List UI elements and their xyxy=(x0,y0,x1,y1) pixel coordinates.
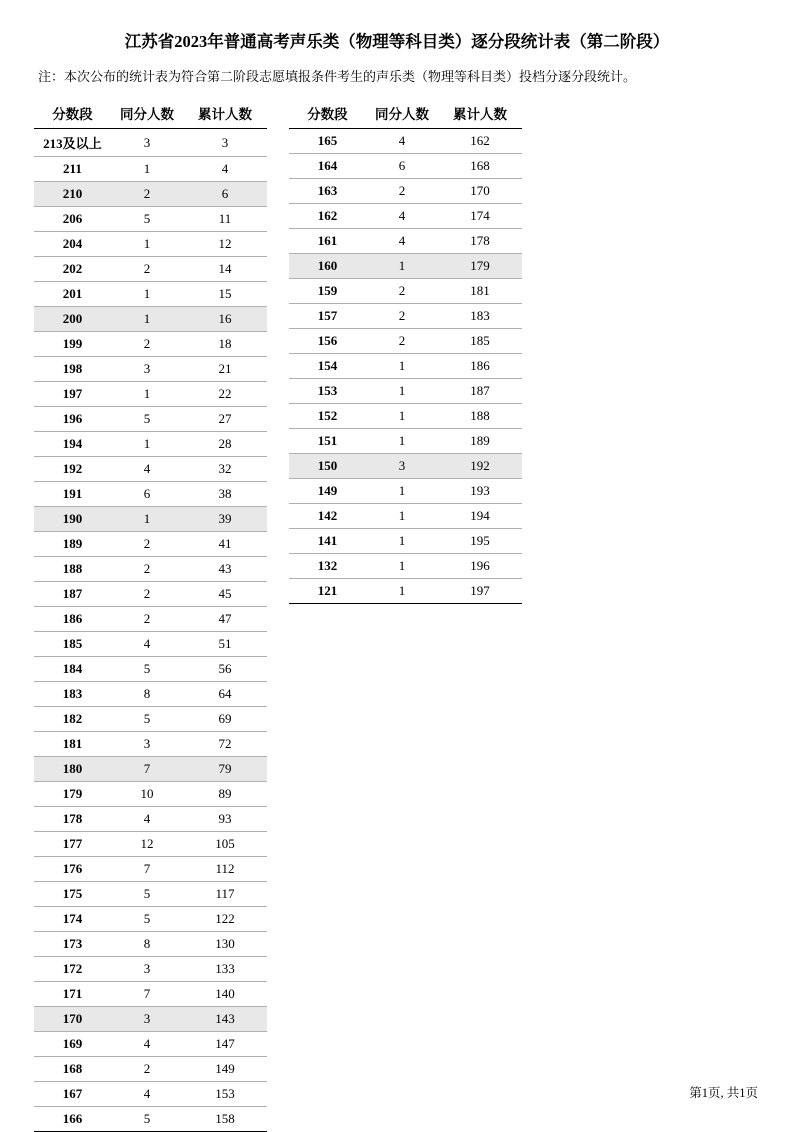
table-row xyxy=(289,179,522,204)
cell-cumulative-count: 16 xyxy=(183,307,267,332)
cell-same-count: 5 xyxy=(111,207,183,232)
cell-cumulative-count: 14 xyxy=(183,257,267,282)
cell-cumulative-count: 21 xyxy=(183,357,267,382)
table-row xyxy=(34,357,267,382)
cell-cumulative-count: 93 xyxy=(183,807,267,832)
cell-cumulative-count: 28 xyxy=(183,432,267,457)
table-row xyxy=(289,154,522,179)
table-row xyxy=(34,782,267,807)
cell-score: 177 xyxy=(34,832,111,857)
cell-cumulative-count: 38 xyxy=(183,482,267,507)
cell-same-count: 4 xyxy=(111,1082,183,1107)
cell-same-count: 1 xyxy=(111,507,183,532)
cell-score: 176 xyxy=(34,857,111,882)
table-row xyxy=(34,407,267,432)
cell-same-count: 2 xyxy=(111,1057,183,1082)
cell-cumulative-count: 194 xyxy=(438,504,522,529)
cell-same-count: 2 xyxy=(366,329,438,354)
cell-score: 164 xyxy=(289,154,366,179)
cell-cumulative-count: 149 xyxy=(183,1057,267,1082)
table-row xyxy=(34,232,267,257)
cell-score: 175 xyxy=(34,882,111,907)
cell-same-count: 1 xyxy=(366,429,438,454)
cell-cumulative-count: 51 xyxy=(183,632,267,657)
cell-cumulative-count: 153 xyxy=(183,1082,267,1107)
cell-same-count: 2 xyxy=(111,332,183,357)
cell-same-count: 5 xyxy=(111,907,183,932)
table-row xyxy=(34,907,267,932)
cell-same-count: 2 xyxy=(366,304,438,329)
cell-same-count: 4 xyxy=(366,229,438,254)
cell-same-count: 2 xyxy=(366,279,438,304)
cell-same-count: 1 xyxy=(366,254,438,279)
table-row xyxy=(289,254,522,279)
cell-same-count: 1 xyxy=(366,554,438,579)
cell-score: 210 xyxy=(34,182,111,207)
cell-same-count: 5 xyxy=(111,1107,183,1132)
cell-cumulative-count: 4 xyxy=(183,157,267,182)
table-row xyxy=(34,307,267,332)
table-row xyxy=(34,129,267,157)
cell-cumulative-count: 89 xyxy=(183,782,267,807)
cell-score: 141 xyxy=(289,529,366,554)
table-row xyxy=(34,982,267,1007)
cell-same-count: 4 xyxy=(366,204,438,229)
cell-same-count: 4 xyxy=(366,129,438,154)
cell-score: 188 xyxy=(34,557,111,582)
cell-score: 197 xyxy=(34,382,111,407)
cell-cumulative-count: 69 xyxy=(183,707,267,732)
cell-same-count: 1 xyxy=(366,579,438,604)
cell-same-count: 7 xyxy=(111,857,183,882)
cell-same-count: 1 xyxy=(366,529,438,554)
cell-cumulative-count: 181 xyxy=(438,279,522,304)
table-row xyxy=(34,607,267,632)
cell-same-count: 2 xyxy=(111,557,183,582)
table-row xyxy=(289,204,522,229)
table-header-row xyxy=(289,99,522,129)
column-header-same-count: 同分人数 xyxy=(111,99,183,129)
cell-same-count: 4 xyxy=(111,807,183,832)
cell-score: 152 xyxy=(289,404,366,429)
cell-score: 211 xyxy=(34,157,111,182)
cell-same-count: 6 xyxy=(111,482,183,507)
cell-cumulative-count: 178 xyxy=(438,229,522,254)
cell-same-count: 2 xyxy=(111,182,183,207)
page-footer: 第1页, 共1页 xyxy=(689,1086,758,1100)
table-row xyxy=(34,257,267,282)
table-row xyxy=(34,957,267,982)
cell-same-count: 1 xyxy=(366,354,438,379)
cell-same-count: 3 xyxy=(111,357,183,382)
cell-score: 194 xyxy=(34,432,111,457)
cell-same-count: 1 xyxy=(366,504,438,529)
column-header-cumulative-count: 累计人数 xyxy=(438,99,522,129)
table-body-left xyxy=(34,129,267,1132)
cell-score: 162 xyxy=(289,204,366,229)
cell-score: 172 xyxy=(34,957,111,982)
cell-score: 184 xyxy=(34,657,111,682)
table-row xyxy=(289,554,522,579)
table-row xyxy=(34,1007,267,1032)
table-row xyxy=(34,807,267,832)
cell-score: 166 xyxy=(34,1107,111,1132)
table-row xyxy=(289,279,522,304)
cell-score: 132 xyxy=(289,554,366,579)
cell-same-count: 8 xyxy=(111,682,183,707)
score-table-left xyxy=(34,99,267,1132)
cell-score: 142 xyxy=(289,504,366,529)
cell-cumulative-count: 162 xyxy=(438,129,522,154)
cell-cumulative-count: 105 xyxy=(183,832,267,857)
page-title: 江苏省2023年普通高考声乐类（物理等科目类）逐分段统计表（第二阶段） xyxy=(124,32,670,51)
cell-score: 181 xyxy=(34,732,111,757)
cell-score: 161 xyxy=(289,229,366,254)
table-row xyxy=(289,529,522,554)
cell-score: 163 xyxy=(289,179,366,204)
table-row xyxy=(289,504,522,529)
cell-score: 151 xyxy=(289,429,366,454)
column-header-score: 分数段 xyxy=(289,99,366,129)
cell-cumulative-count: 112 xyxy=(183,857,267,882)
table-row xyxy=(34,857,267,882)
cell-cumulative-count: 174 xyxy=(438,204,522,229)
cell-same-count: 1 xyxy=(111,432,183,457)
table-row xyxy=(34,832,267,857)
cell-same-count: 1 xyxy=(111,282,183,307)
cell-score: 179 xyxy=(34,782,111,807)
cell-score: 171 xyxy=(34,982,111,1007)
cell-same-count: 4 xyxy=(111,632,183,657)
cell-score: 201 xyxy=(34,282,111,307)
table-row xyxy=(34,657,267,682)
cell-cumulative-count: 15 xyxy=(183,282,267,307)
cell-score: 157 xyxy=(289,304,366,329)
table-body-right xyxy=(289,129,522,604)
cell-score: 182 xyxy=(34,707,111,732)
cell-same-count: 1 xyxy=(111,157,183,182)
cell-cumulative-count: 122 xyxy=(183,907,267,932)
table-row xyxy=(34,1107,267,1132)
cell-cumulative-count: 197 xyxy=(438,579,522,604)
table-row xyxy=(289,304,522,329)
cell-cumulative-count: 18 xyxy=(183,332,267,357)
cell-same-count: 3 xyxy=(111,732,183,757)
table-row xyxy=(34,382,267,407)
cell-cumulative-count: 117 xyxy=(183,882,267,907)
cell-same-count: 5 xyxy=(111,407,183,432)
cell-cumulative-count: 195 xyxy=(438,529,522,554)
table-row xyxy=(34,457,267,482)
cell-cumulative-count: 179 xyxy=(438,254,522,279)
cell-same-count: 5 xyxy=(111,707,183,732)
cell-cumulative-count: 183 xyxy=(438,304,522,329)
cell-score: 199 xyxy=(34,332,111,357)
cell-score: 190 xyxy=(34,507,111,532)
cell-cumulative-count: 170 xyxy=(438,179,522,204)
table-row xyxy=(289,379,522,404)
table-row xyxy=(289,429,522,454)
table-row xyxy=(289,579,522,604)
cell-cumulative-count: 72 xyxy=(183,732,267,757)
cell-cumulative-count: 45 xyxy=(183,582,267,607)
table-row xyxy=(34,332,267,357)
cell-score: 178 xyxy=(34,807,111,832)
cell-cumulative-count: 12 xyxy=(183,232,267,257)
cell-score: 156 xyxy=(289,329,366,354)
table-row xyxy=(34,207,267,232)
cell-score: 191 xyxy=(34,482,111,507)
cell-cumulative-count: 64 xyxy=(183,682,267,707)
cell-same-count: 1 xyxy=(111,382,183,407)
cell-score: 192 xyxy=(34,457,111,482)
table-row xyxy=(34,507,267,532)
cell-cumulative-count: 133 xyxy=(183,957,267,982)
column-header-score: 分数段 xyxy=(34,99,111,129)
cell-cumulative-count: 47 xyxy=(183,607,267,632)
cell-cumulative-count: 6 xyxy=(183,182,267,207)
table-row xyxy=(34,682,267,707)
cell-same-count: 2 xyxy=(111,607,183,632)
cell-cumulative-count: 39 xyxy=(183,507,267,532)
cell-same-count: 3 xyxy=(111,129,183,157)
column-header-cumulative-count: 累计人数 xyxy=(183,99,267,129)
cell-cumulative-count: 32 xyxy=(183,457,267,482)
table-row xyxy=(34,482,267,507)
cell-score: 206 xyxy=(34,207,111,232)
table-row xyxy=(34,1082,267,1107)
cell-score: 174 xyxy=(34,907,111,932)
cell-cumulative-count: 3 xyxy=(183,129,267,157)
cell-cumulative-count: 143 xyxy=(183,1007,267,1032)
cell-same-count: 6 xyxy=(366,154,438,179)
cell-score: 154 xyxy=(289,354,366,379)
cell-score: 202 xyxy=(34,257,111,282)
table-row xyxy=(289,454,522,479)
cell-score: 121 xyxy=(289,579,366,604)
cell-score: 160 xyxy=(289,254,366,279)
cell-same-count: 2 xyxy=(366,179,438,204)
cell-score: 200 xyxy=(34,307,111,332)
table-row xyxy=(289,479,522,504)
table-row xyxy=(34,557,267,582)
table-row xyxy=(34,532,267,557)
table-row xyxy=(34,757,267,782)
cell-same-count: 2 xyxy=(111,532,183,557)
cell-same-count: 1 xyxy=(111,307,183,332)
table-row xyxy=(34,1057,267,1082)
table-row xyxy=(34,282,267,307)
cell-same-count: 12 xyxy=(111,832,183,857)
table-row xyxy=(34,632,267,657)
cell-same-count: 1 xyxy=(366,404,438,429)
cell-same-count: 10 xyxy=(111,782,183,807)
cell-score: 150 xyxy=(289,454,366,479)
cell-score: 187 xyxy=(34,582,111,607)
column-header-same-count: 同分人数 xyxy=(366,99,438,129)
cell-same-count: 5 xyxy=(111,882,183,907)
cell-same-count: 5 xyxy=(111,657,183,682)
cell-same-count: 1 xyxy=(111,232,183,257)
cell-score: 186 xyxy=(34,607,111,632)
table-row xyxy=(34,157,267,182)
table-row xyxy=(289,229,522,254)
cell-cumulative-count: 189 xyxy=(438,429,522,454)
tables-container xyxy=(30,99,764,1132)
cell-cumulative-count: 187 xyxy=(438,379,522,404)
table-row xyxy=(289,129,522,154)
cell-cumulative-count: 22 xyxy=(183,382,267,407)
cell-score: 185 xyxy=(34,632,111,657)
cell-same-count: 2 xyxy=(111,257,183,282)
cell-cumulative-count: 188 xyxy=(438,404,522,429)
table-row xyxy=(34,932,267,957)
cell-score: 204 xyxy=(34,232,111,257)
cell-same-count: 7 xyxy=(111,757,183,782)
table-row xyxy=(34,182,267,207)
cell-same-count: 8 xyxy=(111,932,183,957)
cell-cumulative-count: 147 xyxy=(183,1032,267,1057)
table-row xyxy=(34,732,267,757)
cell-cumulative-count: 168 xyxy=(438,154,522,179)
cell-score: 153 xyxy=(289,379,366,404)
cell-score: 170 xyxy=(34,1007,111,1032)
cell-cumulative-count: 43 xyxy=(183,557,267,582)
cell-same-count: 7 xyxy=(111,982,183,1007)
cell-cumulative-count: 193 xyxy=(438,479,522,504)
cell-cumulative-count: 140 xyxy=(183,982,267,1007)
cell-score: 169 xyxy=(34,1032,111,1057)
cell-score: 167 xyxy=(34,1082,111,1107)
cell-score: 180 xyxy=(34,757,111,782)
cell-cumulative-count: 41 xyxy=(183,532,267,557)
document-note: 注：本次公布的统计表为符合第二阶段志愿填报条件考生的声乐类（物理等科目类）投档分逐分段统计。 xyxy=(38,69,637,84)
table-row xyxy=(34,707,267,732)
table-row xyxy=(34,432,267,457)
table-row xyxy=(289,329,522,354)
cell-same-count: 1 xyxy=(366,379,438,404)
table-row xyxy=(34,882,267,907)
cell-score: 159 xyxy=(289,279,366,304)
cell-cumulative-count: 56 xyxy=(183,657,267,682)
cell-cumulative-count: 130 xyxy=(183,932,267,957)
cell-cumulative-count: 196 xyxy=(438,554,522,579)
cell-cumulative-count: 11 xyxy=(183,207,267,232)
cell-cumulative-count: 192 xyxy=(438,454,522,479)
cell-score: 165 xyxy=(289,129,366,154)
cell-cumulative-count: 27 xyxy=(183,407,267,432)
cell-cumulative-count: 158 xyxy=(183,1107,267,1132)
score-table-right xyxy=(289,99,522,604)
table-header-row xyxy=(34,99,267,129)
cell-same-count: 1 xyxy=(366,479,438,504)
table-row xyxy=(289,404,522,429)
cell-score: 213及以上 xyxy=(34,129,111,157)
cell-score: 173 xyxy=(34,932,111,957)
cell-same-count: 2 xyxy=(111,582,183,607)
cell-cumulative-count: 186 xyxy=(438,354,522,379)
cell-cumulative-count: 79 xyxy=(183,757,267,782)
cell-same-count: 3 xyxy=(111,957,183,982)
cell-score: 168 xyxy=(34,1057,111,1082)
cell-score: 189 xyxy=(34,532,111,557)
cell-score: 149 xyxy=(289,479,366,504)
cell-same-count: 3 xyxy=(366,454,438,479)
cell-score: 183 xyxy=(34,682,111,707)
cell-score: 196 xyxy=(34,407,111,432)
cell-same-count: 3 xyxy=(111,1007,183,1032)
cell-score: 198 xyxy=(34,357,111,382)
cell-cumulative-count: 185 xyxy=(438,329,522,354)
table-row xyxy=(34,1032,267,1057)
cell-same-count: 4 xyxy=(111,457,183,482)
table-row xyxy=(34,582,267,607)
table-row xyxy=(289,354,522,379)
cell-same-count: 4 xyxy=(111,1032,183,1057)
